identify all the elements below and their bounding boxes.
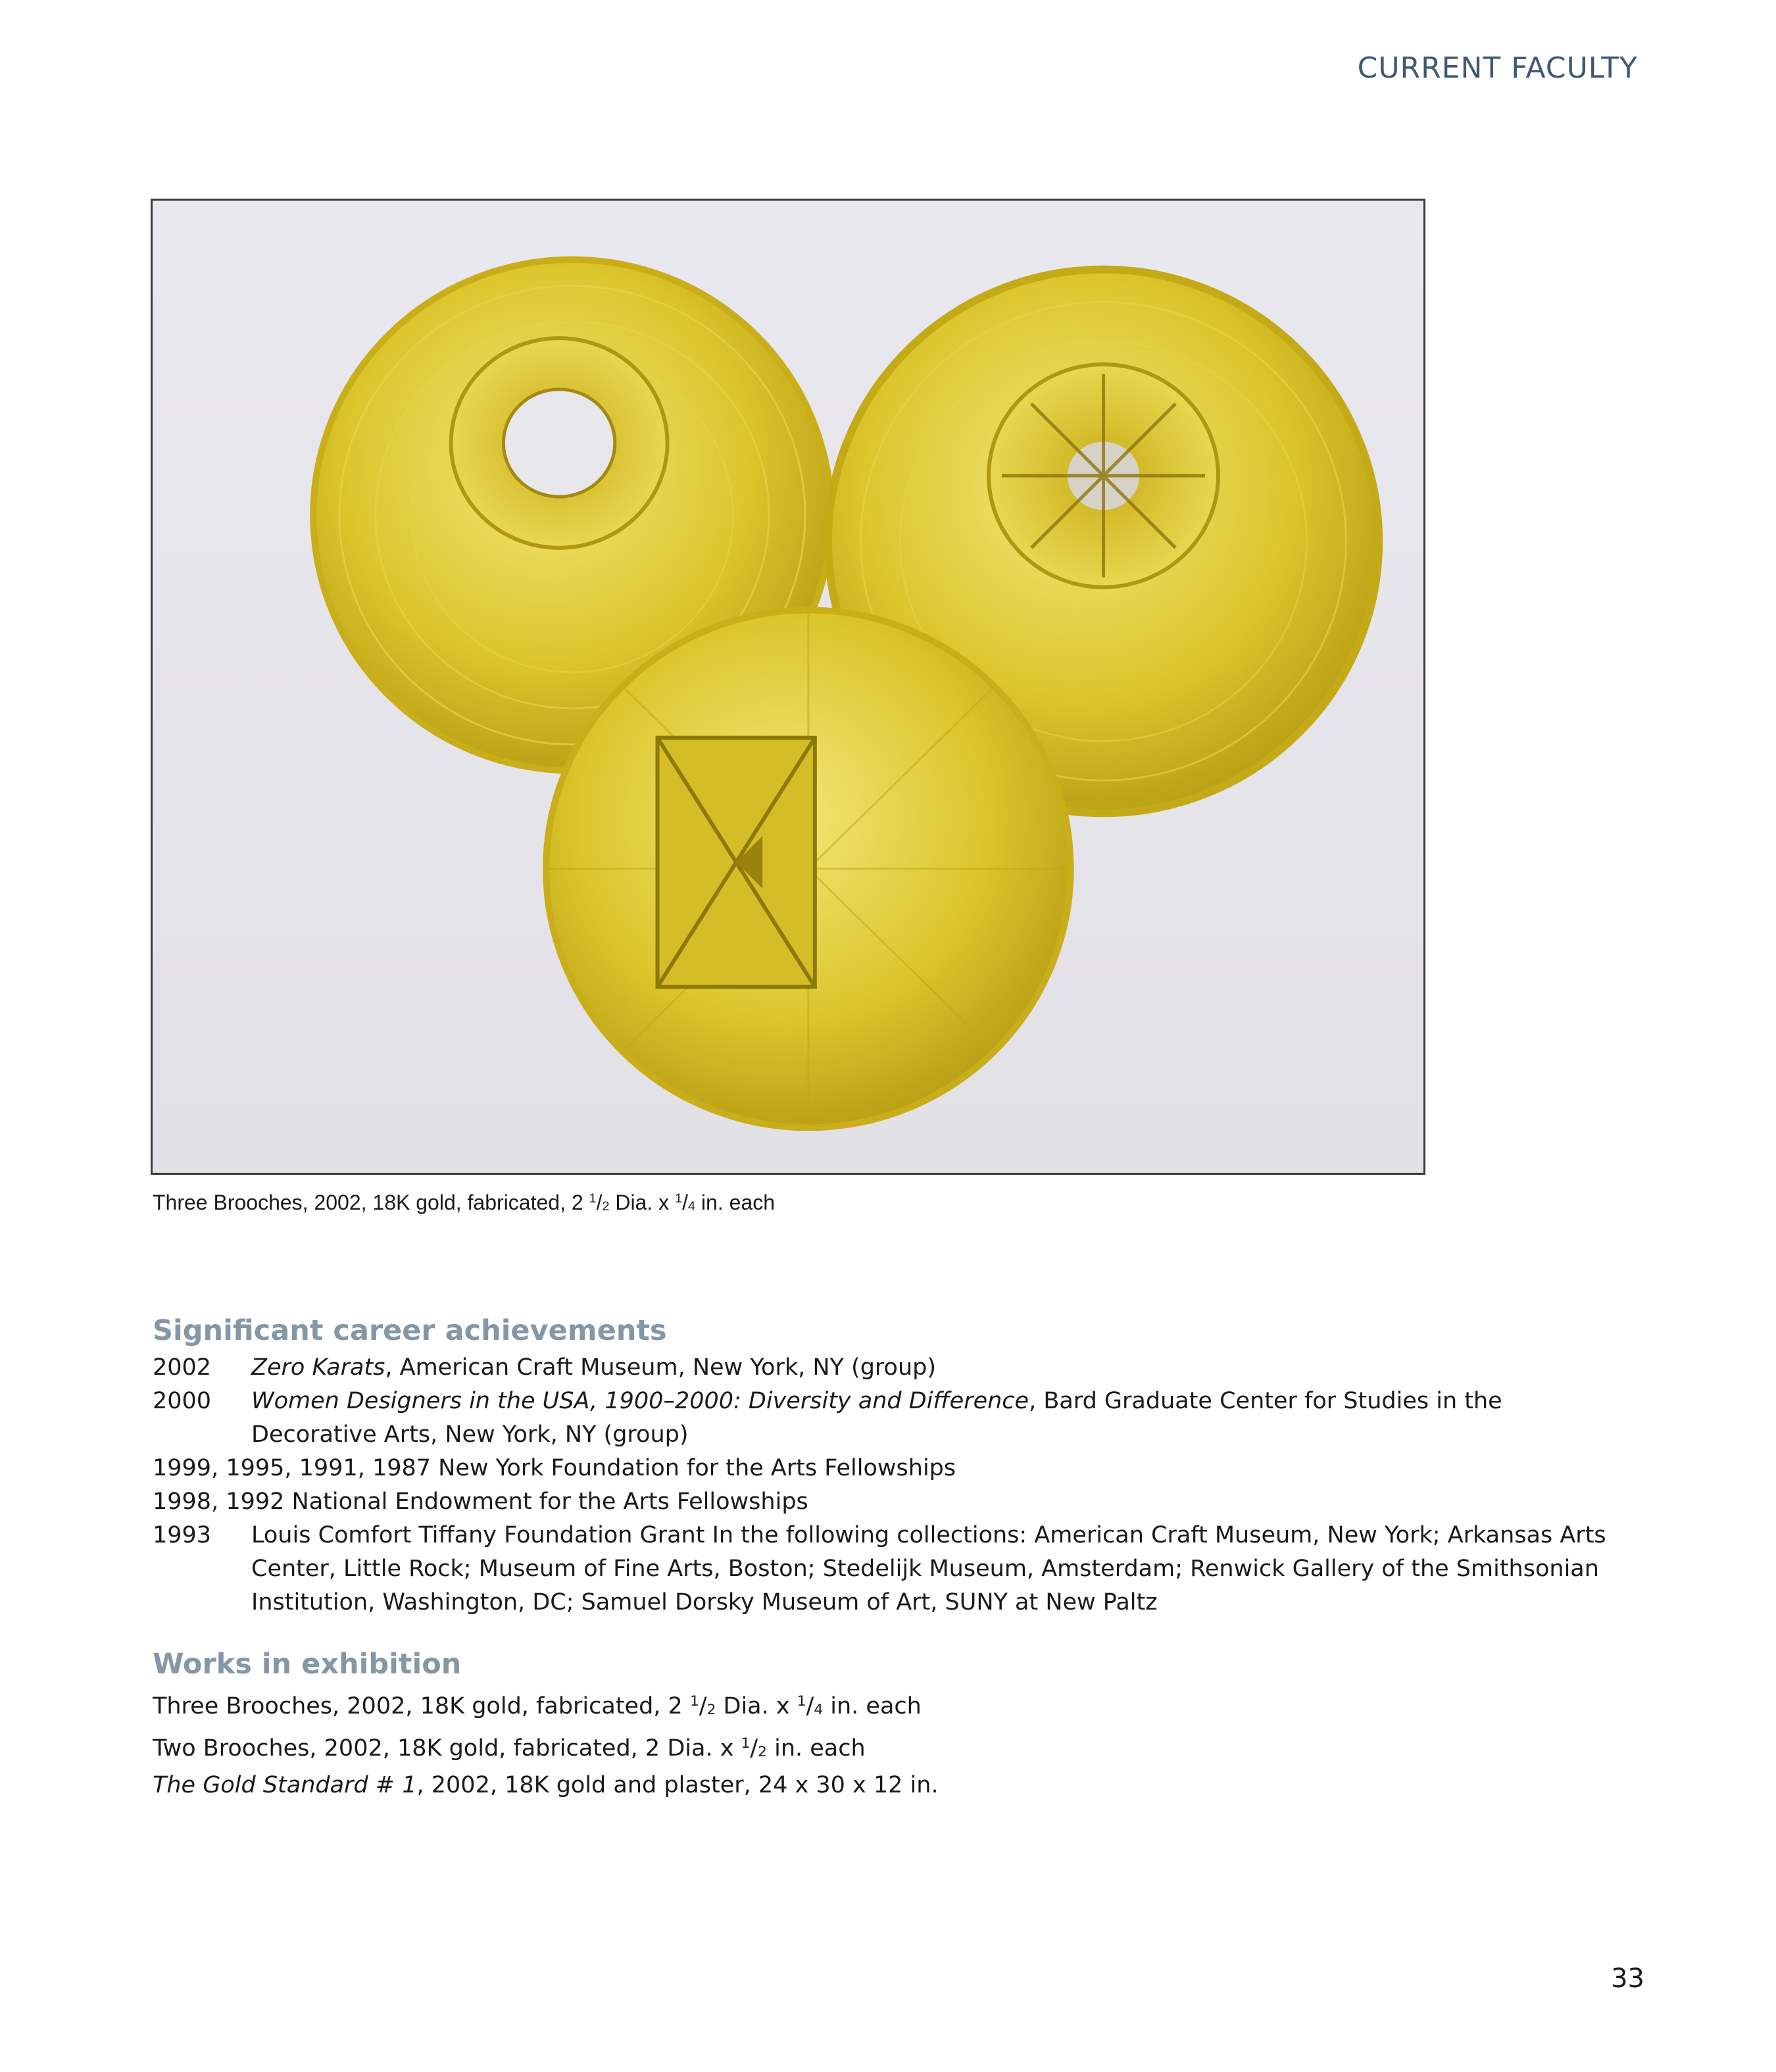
works-list [153, 1685, 1633, 1802]
achievement-text: 1999, 1995, 1991, 1987 New York Foundation for the Arts Fellowships [153, 1455, 956, 1481]
works-heading: Works in exhibition [153, 1648, 462, 1681]
running-header: CURRENT FACULTY [1357, 51, 1638, 85]
achievements-heading: Significant career achievements [153, 1314, 667, 1347]
achievement-year: 2000 [153, 1388, 212, 1414]
achievement-text: Zero Karats, American Craft Museum, New York, NY (group) [251, 1354, 936, 1381]
achievement-row [153, 1519, 1633, 1619]
brooches-illustration [153, 201, 1423, 1173]
achievement-row [153, 1485, 1633, 1519]
work-item: Three Brooches, 2002, 18K gold, fabricated, 2 $^1/_2$ Dia. x $^1/_4$ in. each [153, 1692, 922, 1719]
caption-text: Three Brooches, 2002, 18K gold, fabricated, 2 [153, 1191, 589, 1214]
achievement-row [153, 1452, 1633, 1485]
achievement-row [153, 1385, 1633, 1452]
achievements-list [153, 1351, 1633, 1619]
page-number: 33 [1611, 1963, 1644, 1994]
achievement-text: 1998, 1992 National Endowment for the Arts Fellowships [153, 1489, 808, 1515]
achievement-row [153, 1351, 1633, 1385]
achievement-text: Louis Comfort Tiffany Foundation Grant In the following collections: American Craft Museum, New York; Arkansas Arts Center, Little Rock; Museum of Fine Arts, Boston; Stedelijk Museum, Amsterdam; Renwick Gallery of the Smithsonian Institution, Washington, DC; Samuel Dorsky Museum of Art, SUNY at New Paltz [251, 1522, 1606, 1616]
photo-caption [153, 1191, 775, 1215]
caption-text: Dia. x [609, 1191, 676, 1214]
work-item: The Gold Standard # 1, 2002, 18K gold and plaster, 24 x 30 x 12 in. [153, 1772, 939, 1798]
caption-text: in. each [695, 1191, 775, 1214]
work-item: Two Brooches, 2002, 18K gold, fabricated, 2 Dia. x $^1/_2$ in. each [153, 1735, 866, 1762]
achievement-year: 1993 [153, 1522, 212, 1548]
brooch-center-icon [546, 610, 1071, 1127]
achievement-year: 2002 [153, 1354, 212, 1381]
brooches-photo [151, 199, 1425, 1175]
caption-fraction-quarter: $^1/_4$ [675, 1191, 696, 1214]
caption-fraction-half: $^1/_2$ [589, 1191, 610, 1214]
achievement-text: Women Designers in the USA, 1900–2000: Diversity and Difference, Bard Graduate Center for Studies in the Decorative Arts, New York, NY (group) [251, 1388, 1502, 1448]
